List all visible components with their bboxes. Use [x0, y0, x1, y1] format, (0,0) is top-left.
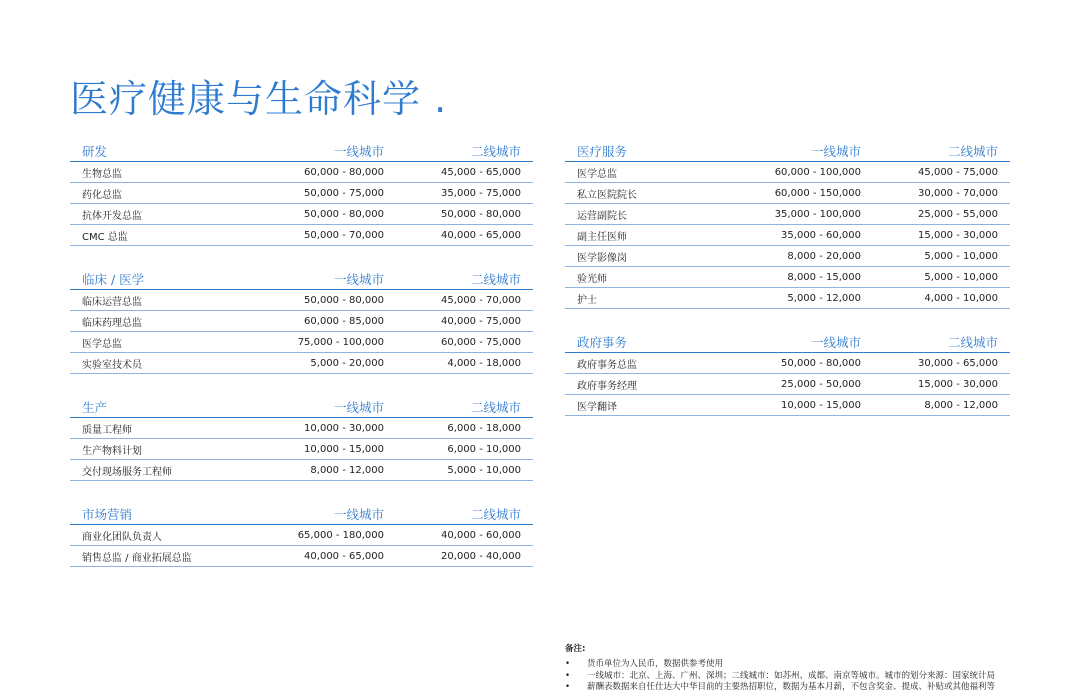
tier1-salary-cell: 50,000 - 75,000 [234, 183, 384, 204]
position-cell: 医学影像岗 [565, 246, 711, 267]
position-cell: 运营副院长 [565, 204, 711, 225]
position-cell: 临床药理总监 [70, 311, 234, 332]
table-header-row [70, 269, 533, 290]
table-header-row [70, 504, 533, 525]
position-cell: 生产物料计划 [70, 439, 234, 460]
salary-table [70, 397, 533, 481]
position-cell: 政府事务经理 [565, 374, 711, 395]
position-cell: 医学翻译 [565, 395, 711, 416]
table-row [70, 290, 533, 311]
tier1-salary-cell: 8,000 - 12,000 [234, 460, 384, 481]
note-text: 货币单位为人民币，数据供参考使用 [587, 659, 724, 669]
position-cell: 护士 [565, 288, 711, 309]
table-row [565, 288, 1010, 309]
notes-title: 备注: [565, 644, 586, 654]
table-row [70, 162, 533, 183]
table-row [565, 204, 1010, 225]
table-row [565, 353, 1010, 374]
position-cell: 实验室技术员 [70, 353, 234, 374]
tier1-city-header: 一线城市 [234, 269, 384, 290]
note-item [565, 659, 1065, 671]
tier2-salary-cell: 5,000 - 10,000 [384, 460, 533, 481]
tier1-salary-cell: 10,000 - 15,000 [234, 439, 384, 460]
tier1-salary-cell: 10,000 - 15,000 [711, 395, 861, 416]
tier2-salary-cell: 40,000 - 75,000 [384, 311, 533, 332]
tier1-salary-cell: 60,000 - 100,000 [711, 162, 861, 183]
tier1-salary-cell: 8,000 - 15,000 [711, 267, 861, 288]
tier2-salary-cell: 5,000 - 10,000 [861, 246, 1010, 267]
tier2-city-header: 二线城市 [861, 141, 1010, 162]
tier2-salary-cell: 40,000 - 65,000 [384, 225, 533, 246]
table-row [565, 162, 1010, 183]
section-title: 生产 [70, 397, 234, 418]
position-cell: CMC 总监 [70, 225, 234, 246]
tier1-salary-cell: 65,000 - 180,000 [234, 525, 384, 546]
tier2-city-header: 二线城市 [384, 141, 533, 162]
section-title: 医疗服务 [565, 141, 711, 162]
table-row [70, 525, 533, 546]
table-row [565, 246, 1010, 267]
page-title: 医疗健康与生命科学 . [70, 77, 448, 121]
tier1-salary-cell: 8,000 - 20,000 [711, 246, 861, 267]
table-row [70, 311, 533, 332]
notes-section [565, 642, 1065, 694]
tier1-salary-cell: 10,000 - 30,000 [234, 418, 384, 439]
position-cell: 医学总监 [70, 332, 234, 353]
table-row [565, 225, 1010, 246]
tier1-salary-cell: 35,000 - 60,000 [711, 225, 861, 246]
table-row [565, 374, 1010, 395]
table-row [70, 418, 533, 439]
tier2-salary-cell: 5,000 - 10,000 [861, 267, 1010, 288]
note-item [565, 682, 1065, 694]
table-header-row [70, 397, 533, 418]
table-header-row [70, 141, 533, 162]
note-item [565, 671, 1065, 683]
tier2-city-header: 二线城市 [384, 397, 533, 418]
salary-table [70, 141, 533, 246]
position-cell: 质量工程师 [70, 418, 234, 439]
position-cell: 验光师 [565, 267, 711, 288]
table-row [565, 267, 1010, 288]
position-cell: 政府事务总监 [565, 353, 711, 374]
tier1-salary-cell: 50,000 - 80,000 [234, 204, 384, 225]
tier2-salary-cell: 50,000 - 80,000 [384, 204, 533, 225]
tier2-salary-cell: 30,000 - 70,000 [861, 183, 1010, 204]
tier1-salary-cell: 50,000 - 80,000 [711, 353, 861, 374]
table-header-row [565, 141, 1010, 162]
tier2-salary-cell: 45,000 - 70,000 [384, 290, 533, 311]
tier1-salary-cell: 50,000 - 80,000 [234, 290, 384, 311]
tier1-salary-cell: 75,000 - 100,000 [234, 332, 384, 353]
table-row [70, 460, 533, 481]
tier2-salary-cell: 25,000 - 55,000 [861, 204, 1010, 225]
position-cell: 商业化团队负责人 [70, 525, 234, 546]
position-cell: 药化总监 [70, 183, 234, 204]
tier1-salary-cell: 60,000 - 85,000 [234, 311, 384, 332]
tier1-salary-cell: 40,000 - 65,000 [234, 546, 384, 567]
right-column [565, 141, 1010, 439]
table-row [565, 395, 1010, 416]
tier1-salary-cell: 25,000 - 50,000 [711, 374, 861, 395]
notes-list [565, 659, 1065, 694]
bullet-icon: • [565, 670, 571, 681]
section-title: 市场营销 [70, 504, 234, 525]
table-row [70, 439, 533, 460]
tier2-city-header: 二线城市 [384, 269, 533, 290]
tier1-salary-cell: 5,000 - 20,000 [234, 353, 384, 374]
table-row [70, 183, 533, 204]
bullet-icon: • [565, 682, 571, 692]
note-text: 一线城市：北京、上海、广州、深圳；二线城市：如苏州、成都、南京等城市。城市的划分来源：国家统计局 [587, 670, 996, 681]
left-column [70, 141, 533, 590]
position-cell: 副主任医师 [565, 225, 711, 246]
tier1-salary-cell: 35,000 - 100,000 [711, 204, 861, 225]
note-text: 薪酬表数据来自任仕达大中华目前的主要热招职位，数据为基本月薪，不包含奖金、提成、补贴或其他福利等 [587, 682, 996, 692]
tier2-salary-cell: 6,000 - 18,000 [384, 418, 533, 439]
table-row [565, 183, 1010, 204]
bullet-icon: • [565, 659, 571, 669]
section-title: 政府事务 [565, 332, 711, 353]
tier2-salary-cell: 6,000 - 10,000 [384, 439, 533, 460]
salary-table [70, 269, 533, 374]
tier2-salary-cell: 20,000 - 40,000 [384, 546, 533, 567]
tier1-salary-cell: 50,000 - 70,000 [234, 225, 384, 246]
position-cell: 私立医院院长 [565, 183, 711, 204]
table-row [70, 225, 533, 246]
salary-table [70, 504, 533, 567]
tier2-salary-cell: 45,000 - 75,000 [861, 162, 1010, 183]
tier1-city-header: 一线城市 [234, 141, 384, 162]
tier2-salary-cell: 60,000 - 75,000 [384, 332, 533, 353]
tier2-salary-cell: 45,000 - 65,000 [384, 162, 533, 183]
tier1-city-header: 一线城市 [711, 141, 861, 162]
tier2-city-header: 二线城市 [384, 504, 533, 525]
table-row [70, 204, 533, 225]
tier2-salary-cell: 15,000 - 30,000 [861, 225, 1010, 246]
position-cell: 医学总监 [565, 162, 711, 183]
tier2-salary-cell: 40,000 - 60,000 [384, 525, 533, 546]
tier1-salary-cell: 60,000 - 80,000 [234, 162, 384, 183]
position-cell: 临床运营总监 [70, 290, 234, 311]
tier1-salary-cell: 60,000 - 150,000 [711, 183, 861, 204]
tier1-city-header: 一线城市 [711, 332, 861, 353]
table-header-row [565, 332, 1010, 353]
position-cell: 抗体开发总监 [70, 204, 234, 225]
section-title: 研发 [70, 141, 234, 162]
tier2-city-header: 二线城市 [861, 332, 1010, 353]
position-cell: 销售总监 / 商业拓展总监 [70, 546, 234, 567]
tier2-salary-cell: 35,000 - 75,000 [384, 183, 533, 204]
tier2-salary-cell: 8,000 - 12,000 [861, 395, 1010, 416]
salary-table [565, 332, 1010, 416]
salary-table [565, 141, 1010, 309]
table-row [70, 353, 533, 374]
position-cell: 交付现场服务工程师 [70, 460, 234, 481]
table-row [70, 546, 533, 567]
tier2-salary-cell: 4,000 - 10,000 [861, 288, 1010, 309]
tier2-salary-cell: 30,000 - 65,000 [861, 353, 1010, 374]
position-cell: 生物总监 [70, 162, 234, 183]
tier1-salary-cell: 5,000 - 12,000 [711, 288, 861, 309]
tier1-city-header: 一线城市 [234, 397, 384, 418]
tier1-city-header: 一线城市 [234, 504, 384, 525]
tier2-salary-cell: 15,000 - 30,000 [861, 374, 1010, 395]
section-title: 临床 / 医学 [70, 269, 234, 290]
tier2-salary-cell: 4,000 - 18,000 [384, 353, 533, 374]
table-row [70, 332, 533, 353]
